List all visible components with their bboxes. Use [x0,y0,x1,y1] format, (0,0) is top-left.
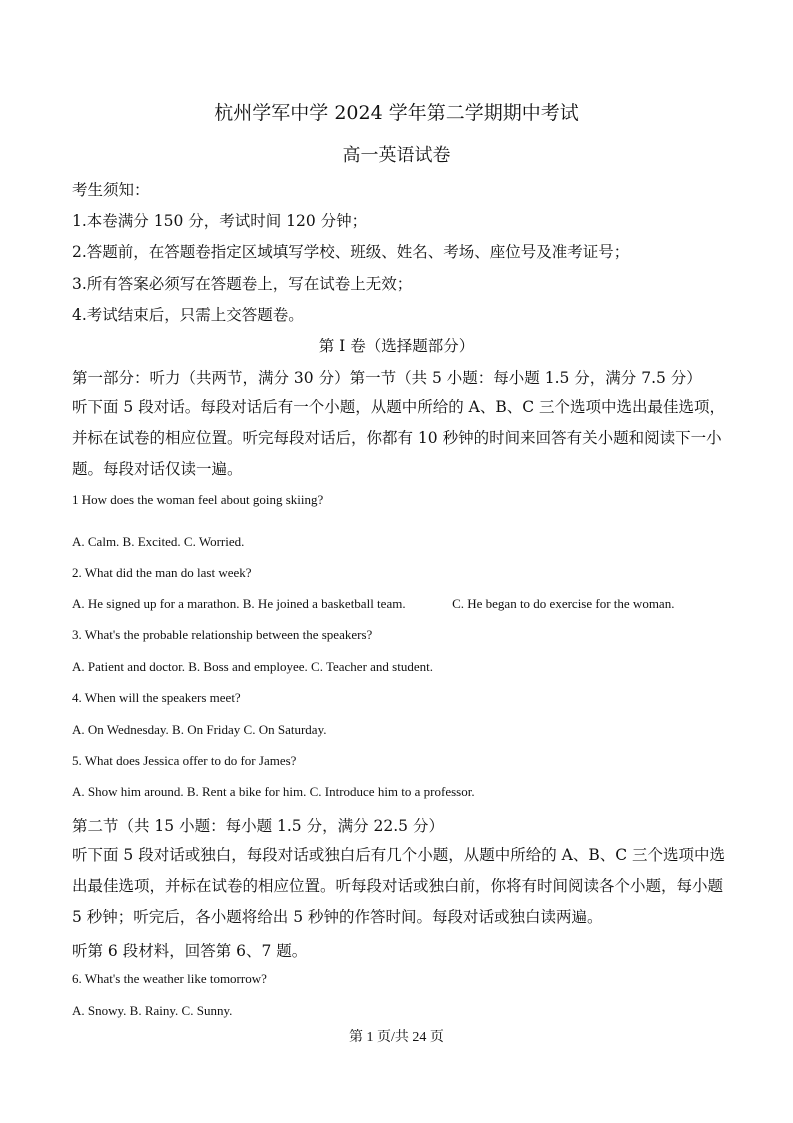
volume-title: 第 I 卷（选择题部分） [318,337,475,355]
question-3-options: A. Patient and doctor. B. Boss and employee. C. Teacher and student. [72,659,433,674]
question-2-options [72,596,753,612]
question-4: 4. When will the speakers meet? [72,690,241,705]
notice-item-4: 4.考试结束后，只需上交答题卷。 [72,306,304,324]
notice-item-3: 3.所有答案必须写在答题卷上，写在试卷上无效； [72,275,413,293]
question-2-option-c: C. He began to do exercise for the woman. [452,596,675,611]
question-2: 2. What did the man do last week? [72,565,252,580]
exam-title: 杭州学军中学 2024 学年第二学期期中考试 [214,102,579,124]
question-5: 5. What does Jessica offer to do for James? [72,753,297,768]
notice-heading: 考生须知： [72,181,150,199]
exam-subtitle: 高一英语试卷 [342,145,451,166]
question-1: 1 How does the woman feel about going skiing? [72,492,324,507]
question-4-options: A. On Wednesday. B. On Friday C. On Saturday. [72,722,327,737]
question-2-options-ab: A. He signed up for a marathon. B. He joined a basketball team. [72,596,406,611]
question-1-options: A. Calm. B. Excited. C. Worried. [72,534,245,549]
section2-instructions: 听下面 5 段对话或独白，每段对话或独白后有几个小题，从题中所给的 A、B、C 三个选项中选出最佳选项，并标在试卷的相应位置。听每段对话或独白前，你将有时间阅读各个小题，每小题 5 秒钟；听完后，各小题将给出 5 秒钟的作答时间。每段对话或独白读两遍。 [72,846,726,926]
question-6-options: A. Snowy. B. Rainy. C. Sunny. [72,1003,233,1018]
section2-material: 听第 6 段材料，回答第 6、7 题。 [72,942,308,960]
part1-heading: 第一部分：听力（共两节，满分 30 分）第一节（共 5 小题：每小题 1.5 分，满分 7.5 分） [72,369,702,387]
notice-item-1: 1.本卷满分 150 分，考试时间 120 分钟； [72,212,368,230]
section2-heading: 第二节（共 15 小题：每小题 1.5 分，满分 22.5 分） [72,817,444,835]
question-3: 3. What's the probable relationship between the speakers? [72,627,373,642]
question-5-options: A. Show him around. B. Rent a bike for him. C. Introduce him to a professor. [72,784,475,799]
question-6: 6. What's the weather like tomorrow? [72,971,267,986]
notice-item-2: 2.答题前，在答题卷指定区域填写学校、班级、姓名、考场、座位号及准考证号； [72,243,630,261]
part1-instructions: 听下面 5 段对话。每段对话后有一个小题，从题中所给的 A、B、C 三个选项中选出最佳选项，并标在试卷的相应位置。听完每段对话后，你都有 10 秒钟的时间来回答有关小题和阅读下一小题。每段对话仅读一遍。 [72,398,726,478]
page-footer: 第 1 页/共 24 页 [349,1030,444,1045]
